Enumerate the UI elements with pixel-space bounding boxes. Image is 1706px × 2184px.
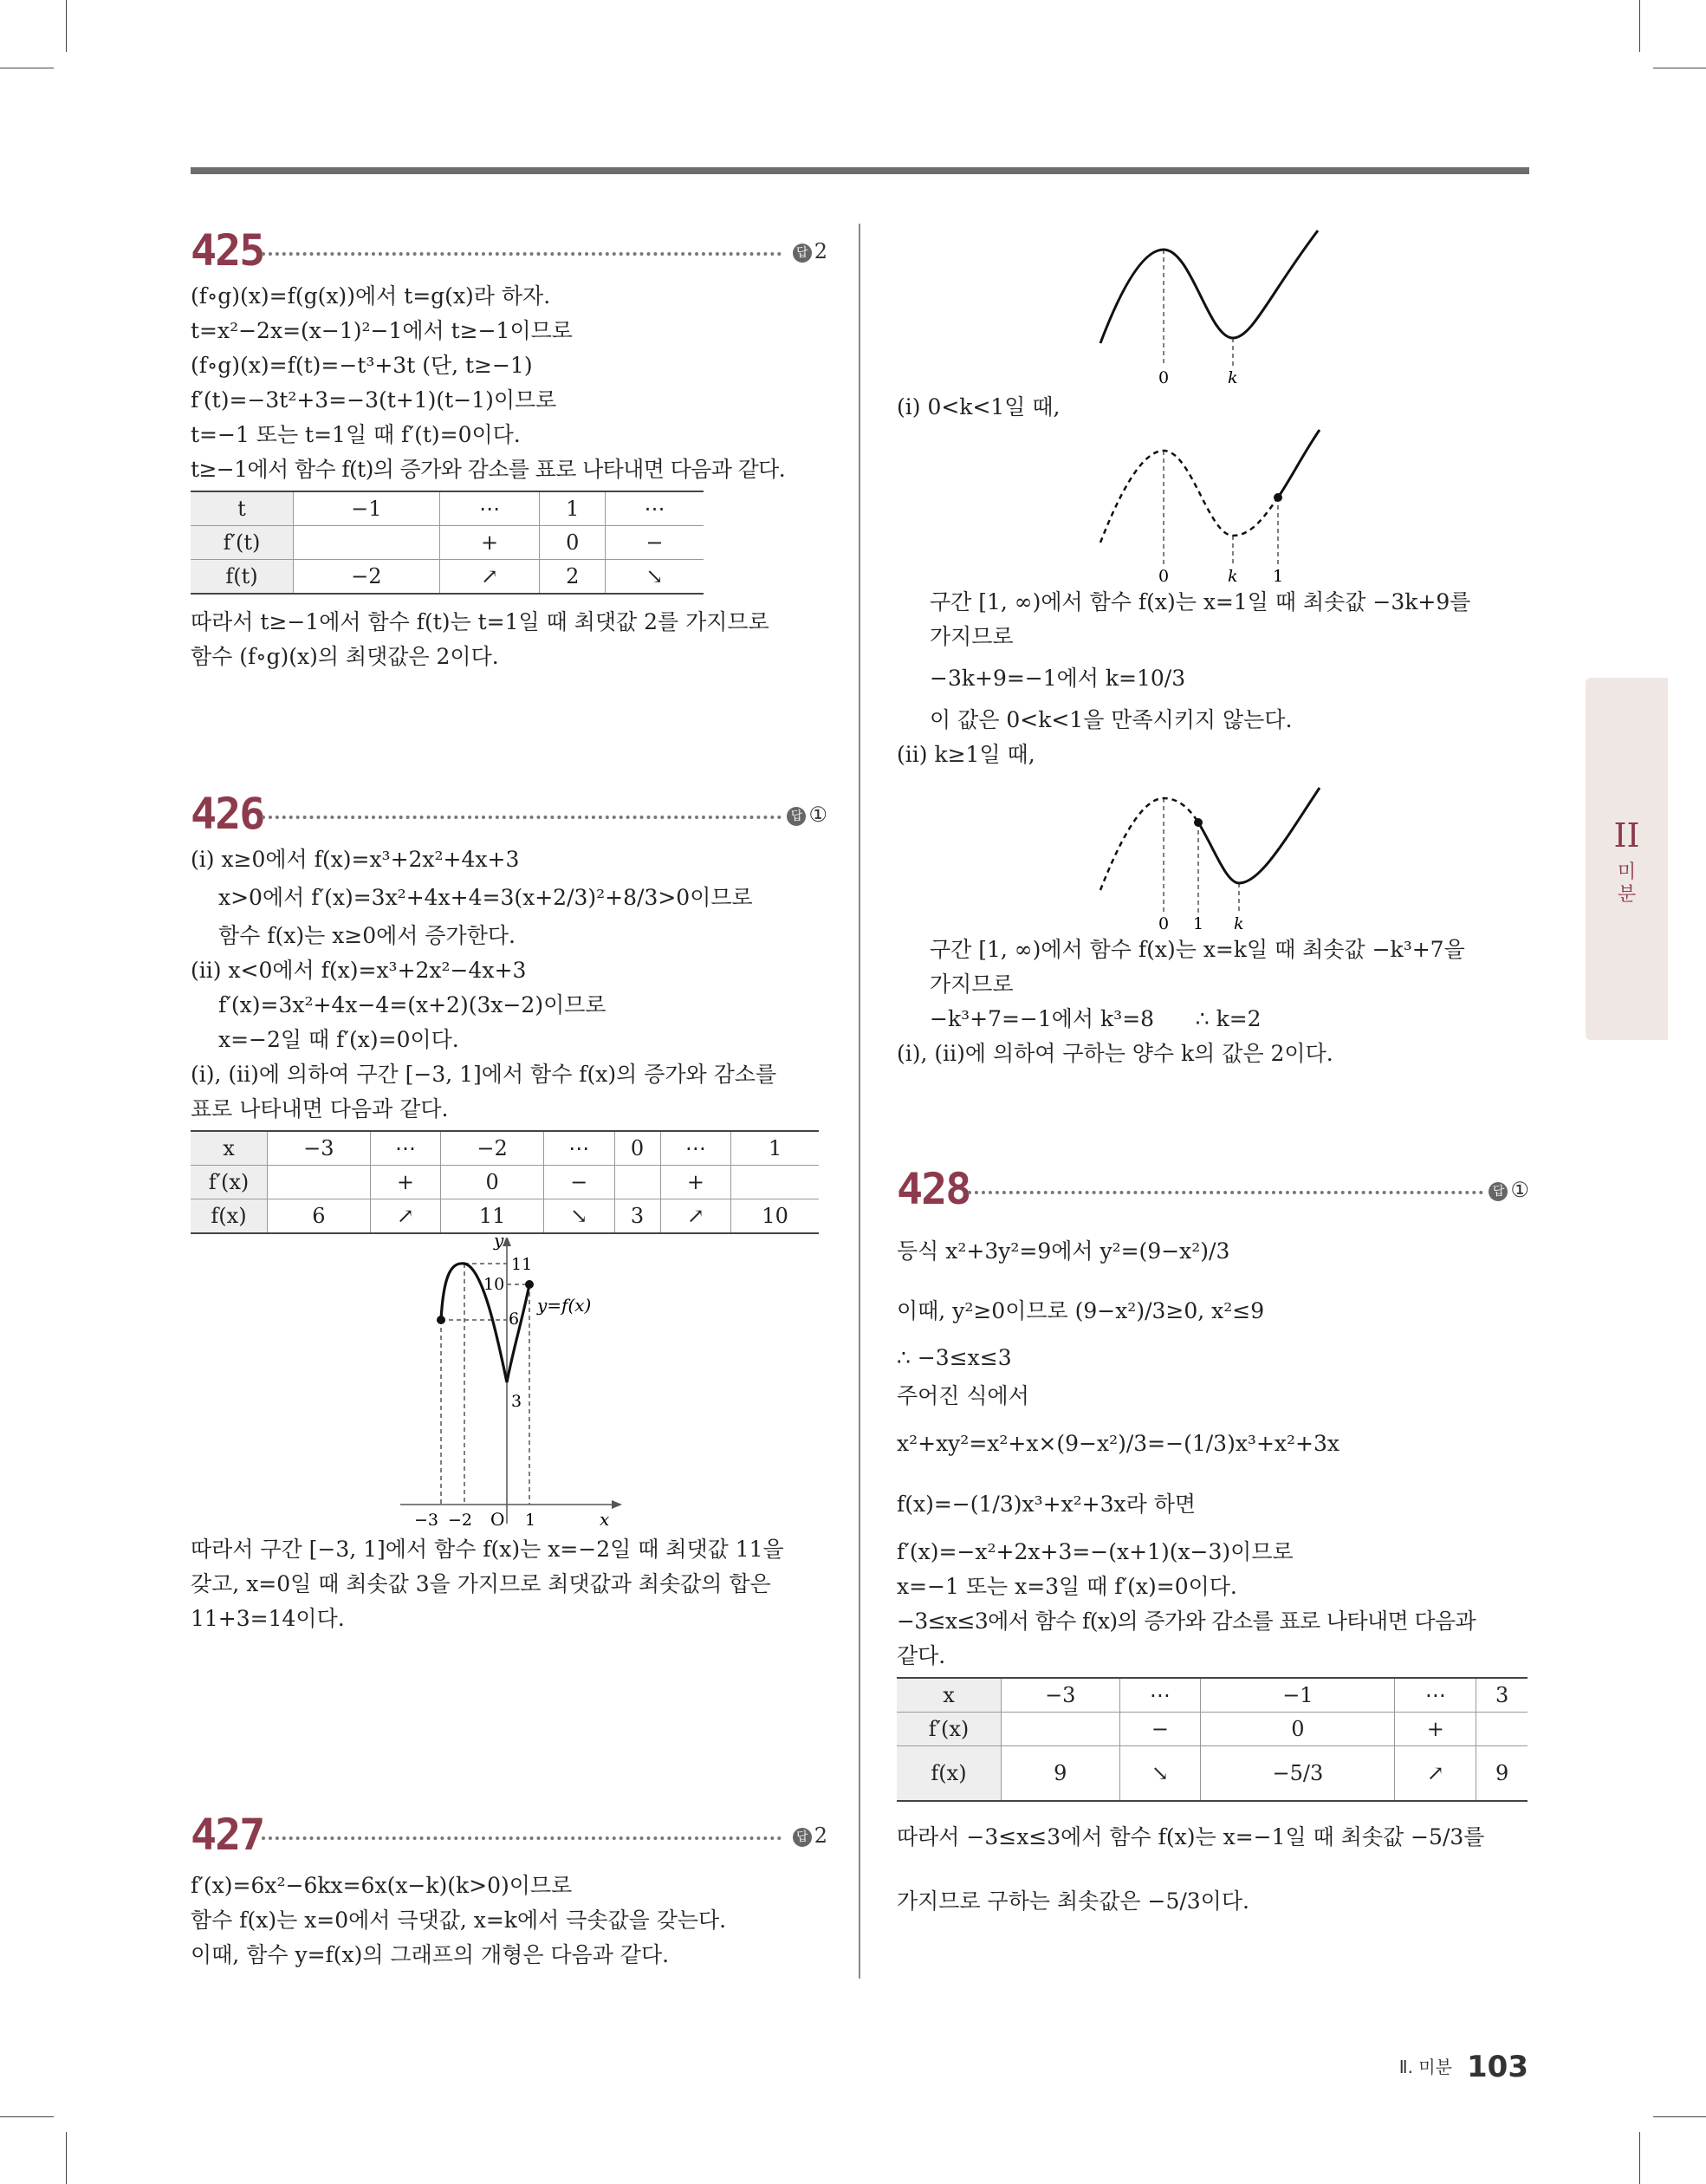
- solution-line: 가지므로: [930, 972, 1014, 997]
- variation-table: [897, 1677, 1528, 1802]
- table-cell: ↗: [439, 560, 540, 595]
- table-cell: t: [191, 491, 294, 526]
- chapter-label-char: 분: [1617, 884, 1637, 906]
- cubic-graph-3: [897, 772, 1529, 933]
- chapter-number: II: [1613, 816, 1640, 855]
- solution-line: ∴ −3≤x≤3: [897, 1345, 1012, 1370]
- table-cell: ⋯: [1119, 1678, 1201, 1713]
- table-cell: [294, 526, 440, 560]
- solution-line: t=−1 또는 t=1일 때 f′(t)=0이다.: [191, 422, 521, 447]
- variation-table: [191, 491, 704, 595]
- answer-badge: [793, 1823, 827, 1848]
- table-row: [897, 1713, 1528, 1746]
- table-cell: ↗: [660, 1199, 731, 1234]
- solution-line: 구간 [1, ∞)에서 함수 f(x)는 x=k일 때 최솟값 −k³+7을: [930, 937, 1465, 962]
- table-cell: 3: [614, 1199, 660, 1234]
- tick-label: 0: [1158, 368, 1170, 387]
- table-cell: −2: [294, 560, 440, 595]
- problem-header: [897, 1164, 1529, 1218]
- table-cell: ⋯: [605, 491, 704, 526]
- crop-mark: [1639, 2132, 1640, 2184]
- table-cell: 10: [731, 1199, 819, 1234]
- solution-line: −3≤x≤3에서 함수 f(x)의 증가와 감소를 표로 나타내면 다음과: [897, 1609, 1476, 1634]
- table-cell: −: [1119, 1713, 1201, 1746]
- table-cell: f′(x): [191, 1166, 268, 1199]
- table-cell: −5/3: [1201, 1746, 1395, 1802]
- table-cell: ⋯: [660, 1131, 731, 1166]
- solution-line: (ii) x<0에서 f(x)=x³+2x²−4x+3: [191, 958, 527, 983]
- table-cell: 1: [731, 1131, 819, 1166]
- tick-label: k: [1228, 368, 1238, 387]
- table-cell: ↘: [543, 1199, 614, 1234]
- table-cell: 0: [614, 1131, 660, 1166]
- function-graph: [191, 1238, 827, 1532]
- problem-425: [191, 225, 827, 674]
- table-cell: f(x): [191, 1199, 268, 1234]
- crop-mark: [0, 2116, 54, 2117]
- table-cell: +: [439, 526, 540, 560]
- axis-label-y: y: [494, 1238, 504, 1251]
- table-cell: +: [1395, 1713, 1476, 1746]
- table-row: [191, 1131, 819, 1166]
- solution-line: 구간 [1, ∞)에서 함수 f(x)는 x=1일 때 최솟값 −3k+9를: [930, 589, 1471, 614]
- answer-badge: [787, 803, 827, 827]
- cubic-graph-1: [897, 225, 1529, 390]
- table-cell: 0: [441, 1166, 544, 1199]
- solution-line: (i), (ii)에 의하여 구간 [−3, 1]에서 함수 f(x)의 증가와 감소를: [191, 1062, 777, 1087]
- table-cell: ↘: [1119, 1746, 1201, 1802]
- table-cell: ⋯: [439, 491, 540, 526]
- table-cell: [1002, 1713, 1120, 1746]
- conclusion-line: 따라서 t≥−1에서 함수 f(t)는 t=1일 때 최댓값 2를 가지므로: [191, 609, 769, 634]
- table-row: [191, 1166, 819, 1199]
- leader-dots: [262, 816, 782, 819]
- table-cell: 11: [441, 1199, 544, 1234]
- tick-label: 1: [1193, 914, 1204, 933]
- conclusion-line: 갖고, x=0일 때 최솟값 3을 가지므로 최댓값과 최솟값의 합은: [191, 1571, 771, 1596]
- solution-line: (i) x≥0에서 f(x)=x³+2x²+4x+3: [191, 847, 520, 872]
- table-cell: f′(x): [897, 1713, 1002, 1746]
- table-cell: 3: [1476, 1678, 1528, 1713]
- tick-label: 11: [511, 1255, 533, 1274]
- problem-header: [191, 789, 827, 842]
- solution-line: (f∘g)(x)=f(t)=−t³+3t (단, t≥−1): [191, 353, 533, 378]
- table-row: [897, 1678, 1528, 1713]
- table-cell: −3: [268, 1131, 371, 1166]
- leader-dots: [968, 1191, 1483, 1194]
- axis-label-x: x: [600, 1509, 610, 1530]
- table-cell: +: [660, 1166, 731, 1199]
- table-cell: 0: [540, 526, 605, 560]
- answer-value: 2: [814, 239, 827, 263]
- solution-line: x²+xy²=x²+x×(9−x²)/3=−(1/3)x³+x²+3x: [897, 1431, 1340, 1456]
- answer-icon: 답: [793, 244, 812, 263]
- tick-label: k: [1228, 567, 1238, 585]
- answer-icon: 답: [787, 807, 806, 826]
- solution-line: f′(x)=6x²−6kx=6x(x−k)(k>0)이므로: [191, 1873, 573, 1898]
- table-cell: −2: [441, 1131, 544, 1166]
- solution-line: x>0에서 f′(x)=3x²+4x+4=3(x+2/3)²+8/3>0이므로: [218, 885, 753, 910]
- crop-mark: [1639, 0, 1640, 52]
- table-cell: ↘: [605, 560, 704, 595]
- solution-line: 이 값은 0<k<1을 만족시키지 않는다.: [930, 707, 1293, 732]
- table-cell: ⋯: [543, 1131, 614, 1166]
- table-cell: f(t): [191, 560, 294, 595]
- table-row: [191, 526, 704, 560]
- table-cell: +: [370, 1166, 441, 1199]
- solution-line: t=x²−2x=(x−1)²−1에서 t≥−1이므로: [191, 318, 573, 343]
- solution-line: 이때, 함수 y=f(x)의 그래프의 개형은 다음과 같다.: [191, 1942, 670, 1967]
- tick-label: −3: [414, 1511, 439, 1530]
- chapter-tab: [1586, 678, 1668, 1040]
- cubic-graph-2: [897, 425, 1529, 585]
- table-row: [191, 1199, 819, 1234]
- table-cell: x: [897, 1678, 1002, 1713]
- page-footer: [1399, 2050, 1528, 2084]
- solution-line: 함수 f(x)는 x≥0에서 증가한다.: [218, 923, 516, 948]
- answer-badge: [793, 239, 827, 263]
- solution-line: 이때, y²≥0이므로 (9−x²)/3≥0, x²≤9: [897, 1298, 1265, 1323]
- solution-line: x=−2일 때 f′(x)=0이다.: [218, 1027, 459, 1052]
- solution-line: f′(x)=3x²+4x−4=(x+2)(3x−2)이므로: [218, 992, 607, 1017]
- crop-mark: [1653, 2116, 1706, 2117]
- problem-number: 426: [191, 789, 264, 839]
- solution-line: −3k+9=−1에서 k=10/3: [930, 666, 1186, 691]
- table-cell: 6: [268, 1199, 371, 1234]
- answer-value: ①: [808, 803, 827, 827]
- solution-line: (f∘g)(x)=f(g(x))에서 t=g(x)라 하자.: [191, 283, 551, 309]
- solution-line: f(x)=−(1/3)x³+x²+3x라 하면: [897, 1492, 1197, 1517]
- table-cell: −1: [294, 491, 440, 526]
- table-cell: [268, 1166, 371, 1199]
- conclusion-line: 따라서 −3≤x≤3에서 함수 f(x)는 x=−1일 때 최솟값 −5/3를: [897, 1824, 1485, 1849]
- table-cell: ↗: [370, 1199, 441, 1234]
- tick-label: −2: [448, 1511, 473, 1530]
- solution-line: f′(x)=−x²+2x+3=−(x+1)(x−3)이므로: [897, 1539, 1294, 1564]
- problem-header: [191, 1810, 827, 1863]
- solution-line: 등식 x²+3y²=9에서 y²=(9−x²)/3: [897, 1238, 1230, 1264]
- variation-table: [191, 1130, 819, 1234]
- solution-line: 함수 f(x)는 x=0에서 극댓값, x=k에서 극솟값을 갖는다.: [191, 1908, 727, 1933]
- table-cell: f′(t): [191, 526, 294, 560]
- problem-number: 428: [897, 1164, 970, 1214]
- answer-icon: 답: [1489, 1182, 1508, 1201]
- table-cell: f(x): [897, 1746, 1002, 1802]
- table-cell: 1: [540, 491, 605, 526]
- curve-label: y=f(x): [537, 1295, 592, 1316]
- leader-dots: [262, 252, 782, 256]
- table-cell: ⋯: [370, 1131, 441, 1166]
- problem-number: 427: [191, 1810, 264, 1860]
- solution-line: (i), (ii)에 의하여 구하는 양수 k의 값은 2이다.: [897, 1041, 1333, 1066]
- table-row: [191, 560, 704, 595]
- table-cell: 9: [1002, 1746, 1120, 1802]
- problem-427: [191, 1810, 827, 1973]
- table-cell: [614, 1166, 660, 1199]
- conclusion-line: 함수 (f∘g)(x)의 최댓값은 2이다.: [191, 644, 499, 669]
- table-cell: −3: [1002, 1678, 1120, 1713]
- conclusion-line: 따라서 구간 [−3, 1]에서 함수 f(x)는 x=−2일 때 최댓값 11을: [191, 1537, 784, 1562]
- case-title: (i) 0<k<1일 때,: [897, 394, 1061, 419]
- problem-number: 425: [191, 225, 264, 276]
- table-cell: 2: [540, 560, 605, 595]
- solution-line: 같다.: [897, 1643, 946, 1668]
- chapter-label-char: 미: [1617, 861, 1637, 883]
- solution-line: 가지므로: [930, 624, 1014, 649]
- answer-icon: 답: [793, 1828, 812, 1847]
- tick-label: 6: [509, 1310, 520, 1329]
- table-cell: [731, 1166, 819, 1199]
- origin-label: O: [490, 1509, 505, 1530]
- solution-line: −k³+7=−1에서 k³=8 ∴ k=2: [930, 1006, 1262, 1031]
- conclusion-line: 가지므로 구하는 최솟값은 −5/3이다.: [897, 1888, 1249, 1914]
- table-cell: x: [191, 1131, 268, 1166]
- solution-line: x=−1 또는 x=3일 때 f′(x)=0이다.: [897, 1574, 1237, 1599]
- chapter-label: [1586, 861, 1668, 907]
- answer-value: 2: [814, 1823, 827, 1848]
- table-row: [897, 1746, 1528, 1802]
- table-cell: 9: [1476, 1746, 1528, 1802]
- tick-label: 0: [1158, 567, 1170, 585]
- column-divider: [859, 224, 860, 1979]
- solution-line: 표로 나타내면 다음과 같다.: [191, 1096, 449, 1121]
- answer-badge: [1489, 1178, 1529, 1202]
- tick-label: 1: [1273, 567, 1284, 585]
- problem-426: [191, 789, 827, 1636]
- case-title: (ii) k≥1일 때,: [897, 742, 1035, 767]
- answer-value: ①: [1510, 1178, 1529, 1202]
- solution-line: t≥−1에서 함수 f(t)의 증가와 감소를 표로 나타내면 다음과 같다.: [191, 457, 786, 482]
- leader-dots: [262, 1836, 782, 1840]
- table-cell: [1476, 1713, 1528, 1746]
- tick-label: 1: [525, 1511, 536, 1530]
- table-row: [191, 491, 704, 526]
- problem-428: [897, 1164, 1529, 1934]
- crop-mark: [66, 2132, 67, 2184]
- footer-section: Ⅱ. 미분: [1398, 2057, 1452, 2077]
- table-cell: −: [543, 1166, 614, 1199]
- solution-line: f′(t)=−3t²+3=−3(t+1)(t−1)이므로: [191, 387, 557, 413]
- tick-label: 3: [511, 1392, 522, 1411]
- table-cell: −: [605, 526, 704, 560]
- problem-427-continued: [897, 225, 1529, 1071]
- table-cell: ⋯: [1395, 1678, 1476, 1713]
- table-cell: 0: [1201, 1713, 1395, 1746]
- solution-line: 주어진 식에서: [897, 1383, 1029, 1408]
- tick-label: 0: [1158, 914, 1170, 933]
- table-cell: ↗: [1395, 1746, 1476, 1802]
- page-number: 103: [1467, 2050, 1528, 2084]
- tick-label: 10: [483, 1275, 505, 1294]
- table-cell: −1: [1201, 1678, 1395, 1713]
- crop-mark: [66, 0, 67, 52]
- problem-header: [191, 225, 827, 279]
- conclusion-line: 11+3=14이다.: [191, 1606, 345, 1631]
- tick-label: k: [1234, 914, 1244, 933]
- header-rule: [191, 167, 1529, 174]
